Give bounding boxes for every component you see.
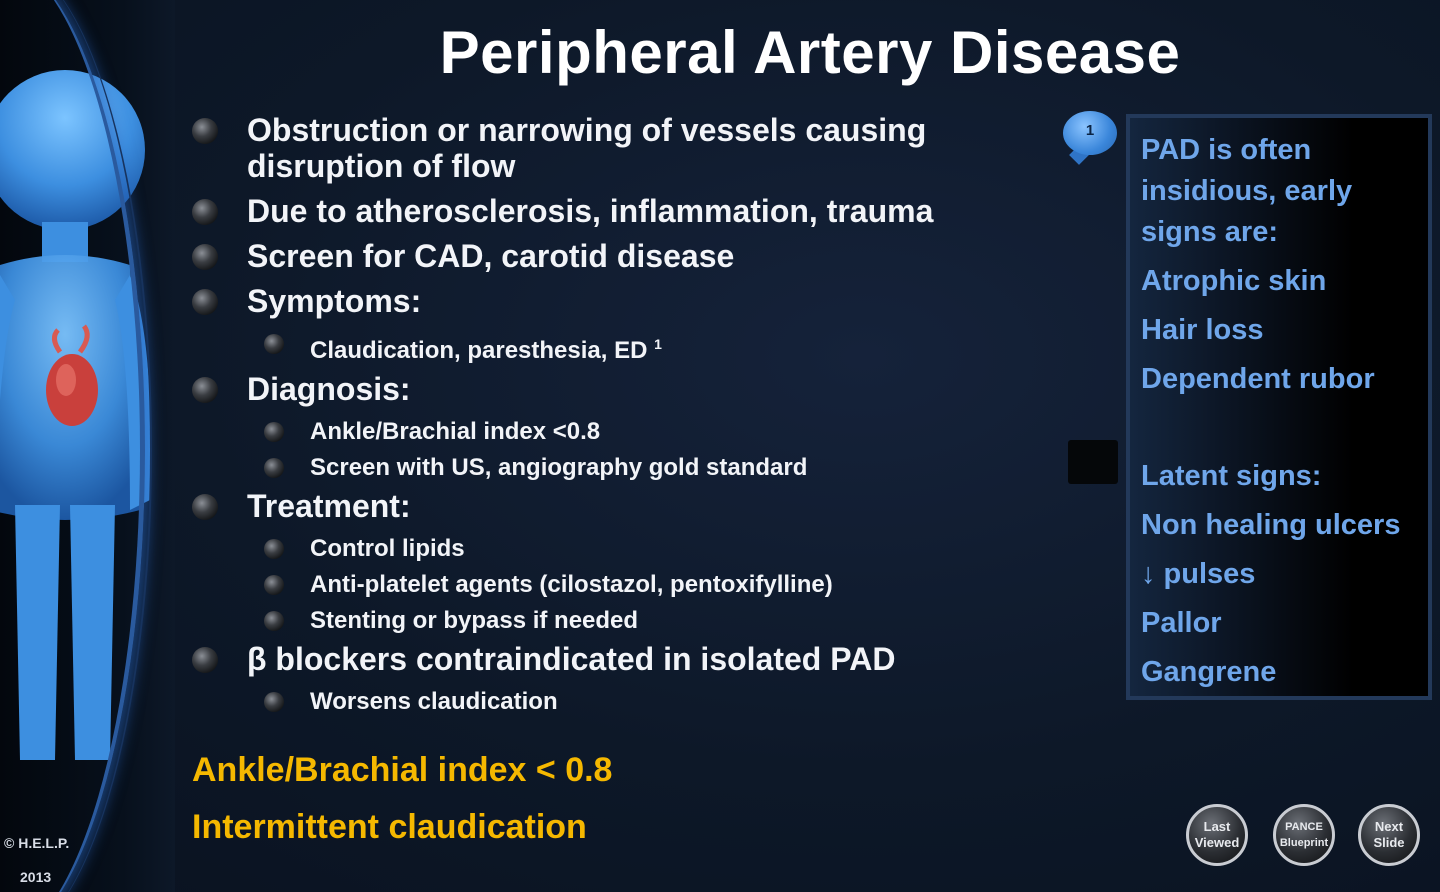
sidebox-intro-line: insidious, early bbox=[1141, 175, 1353, 207]
bullet-dot-icon bbox=[264, 575, 284, 595]
highlight-claudication: Intermittent claudication bbox=[192, 808, 587, 846]
bullet-dot-icon bbox=[192, 647, 218, 673]
left-figure-panel bbox=[0, 0, 175, 892]
sub-bullet-item bbox=[264, 605, 1052, 637]
bullet-dot-icon bbox=[264, 458, 284, 478]
sidebox-intro-line: signs are: bbox=[1141, 216, 1278, 248]
page-title: Peripheral Artery Disease bbox=[439, 19, 1181, 86]
bullet-content bbox=[247, 283, 421, 319]
sidebox-intro-line: PAD is often bbox=[1141, 134, 1312, 166]
signs-sidebox bbox=[1126, 114, 1432, 700]
bullet-list bbox=[192, 112, 1052, 722]
bullet-content bbox=[247, 488, 411, 524]
bullet-content bbox=[247, 112, 1052, 184]
copyright-year: 2013 bbox=[20, 869, 52, 885]
sub-bullet-item bbox=[264, 452, 1052, 484]
bullet-text: Control lipids bbox=[310, 535, 465, 562]
bullet-item bbox=[192, 371, 1052, 407]
highlight-abi: Ankle/Brachial index < 0.8 bbox=[192, 751, 613, 789]
sub-bullet-item bbox=[264, 416, 1052, 448]
bullet-text: β blockers contraindicated in isolated PAD bbox=[247, 641, 896, 677]
bullet-content bbox=[310, 686, 558, 718]
bullet-content bbox=[310, 416, 600, 448]
latent-sign-item: Gangrene bbox=[1141, 656, 1277, 688]
bullet-item bbox=[192, 488, 1052, 524]
bullet-content bbox=[310, 605, 638, 637]
bullet-dot-icon bbox=[192, 377, 218, 403]
early-sign-item: Dependent rubor bbox=[1141, 363, 1375, 395]
bullet-dot-icon bbox=[192, 494, 218, 520]
bullet-content bbox=[247, 371, 411, 407]
bullet-text: Screen with US, angiography gold standard bbox=[310, 454, 808, 481]
bullet-text: Anti-platelet agents (cilostazol, pentoxifylline) bbox=[310, 571, 833, 598]
bullet-dot-icon bbox=[264, 692, 284, 712]
pance-blueprint-button[interactable]: PANCE Blueprint bbox=[1273, 804, 1335, 866]
bullet-content bbox=[310, 569, 833, 601]
bullet-dot-icon bbox=[264, 611, 284, 631]
bullet-content bbox=[310, 533, 465, 565]
early-sign-item: Atrophic skin bbox=[1141, 265, 1327, 297]
hidden-callout-box[interactable] bbox=[1068, 440, 1118, 484]
bullet-text: Claudication, paresthesia, ED bbox=[310, 337, 648, 364]
copyright bbox=[4, 826, 69, 892]
bullet-text: Symptoms: bbox=[247, 283, 422, 319]
bullet-item bbox=[192, 193, 1052, 229]
latent-signs-heading: Latent signs: bbox=[1141, 460, 1322, 492]
sub-bullet-item bbox=[264, 686, 1052, 718]
bullet-text: Screen for CAD, carotid disease bbox=[247, 238, 735, 274]
next-slide-button[interactable]: Next Slide bbox=[1358, 804, 1420, 866]
bullet-item bbox=[192, 283, 1052, 319]
latent-sign-item: Pallor bbox=[1141, 607, 1222, 639]
sub-bullet-item bbox=[264, 533, 1052, 565]
highlights bbox=[192, 742, 612, 856]
bullet-item bbox=[192, 238, 1052, 274]
footnote-marker: 1 bbox=[654, 336, 662, 352]
bullet-text: Ankle/Brachial index <0.8 bbox=[310, 418, 601, 445]
bullet-text: Treatment: bbox=[247, 488, 411, 524]
bullet-dot-icon bbox=[192, 244, 218, 270]
sub-bullet-item bbox=[264, 569, 1052, 601]
early-sign-item: Hair loss bbox=[1141, 314, 1264, 346]
last-viewed-button[interactable]: Last Viewed bbox=[1186, 804, 1248, 866]
copyright-owner: © H.E.L.P. bbox=[4, 835, 70, 851]
latent-sign-item: Non healing ulcers bbox=[1141, 509, 1401, 541]
bullet-dot-icon bbox=[264, 539, 284, 559]
bullet-dot-icon bbox=[192, 118, 218, 144]
bullet-dot-icon bbox=[192, 199, 218, 225]
bullet-text: Obstruction or narrowing of vessels causing disruption of flow bbox=[247, 112, 927, 184]
bullet-content bbox=[247, 238, 734, 274]
bullet-content bbox=[310, 328, 662, 367]
bullet-item bbox=[192, 641, 1052, 677]
bullet-content bbox=[310, 452, 807, 484]
bullet-dot-icon bbox=[264, 334, 284, 354]
bullet-text: Worsens claudication bbox=[310, 688, 558, 715]
bullet-text: Diagnosis: bbox=[247, 371, 411, 407]
bullet-text: Due to atherosclerosis, inflammation, trauma bbox=[247, 193, 934, 229]
bullet-dot-icon bbox=[192, 289, 218, 315]
sub-bullet-item bbox=[264, 328, 1052, 367]
bullet-text: Stenting or bypass if needed bbox=[310, 607, 639, 634]
latent-sign-item: ↓ pulses bbox=[1141, 558, 1256, 590]
bullet-dot-icon bbox=[264, 422, 284, 442]
bullet-content bbox=[247, 193, 933, 229]
bullet-content bbox=[247, 641, 895, 677]
sidebox-spacer bbox=[1141, 404, 1428, 452]
callout-bubble-icon[interactable]: 1 bbox=[1063, 111, 1117, 155]
bullet-item bbox=[192, 112, 1052, 184]
